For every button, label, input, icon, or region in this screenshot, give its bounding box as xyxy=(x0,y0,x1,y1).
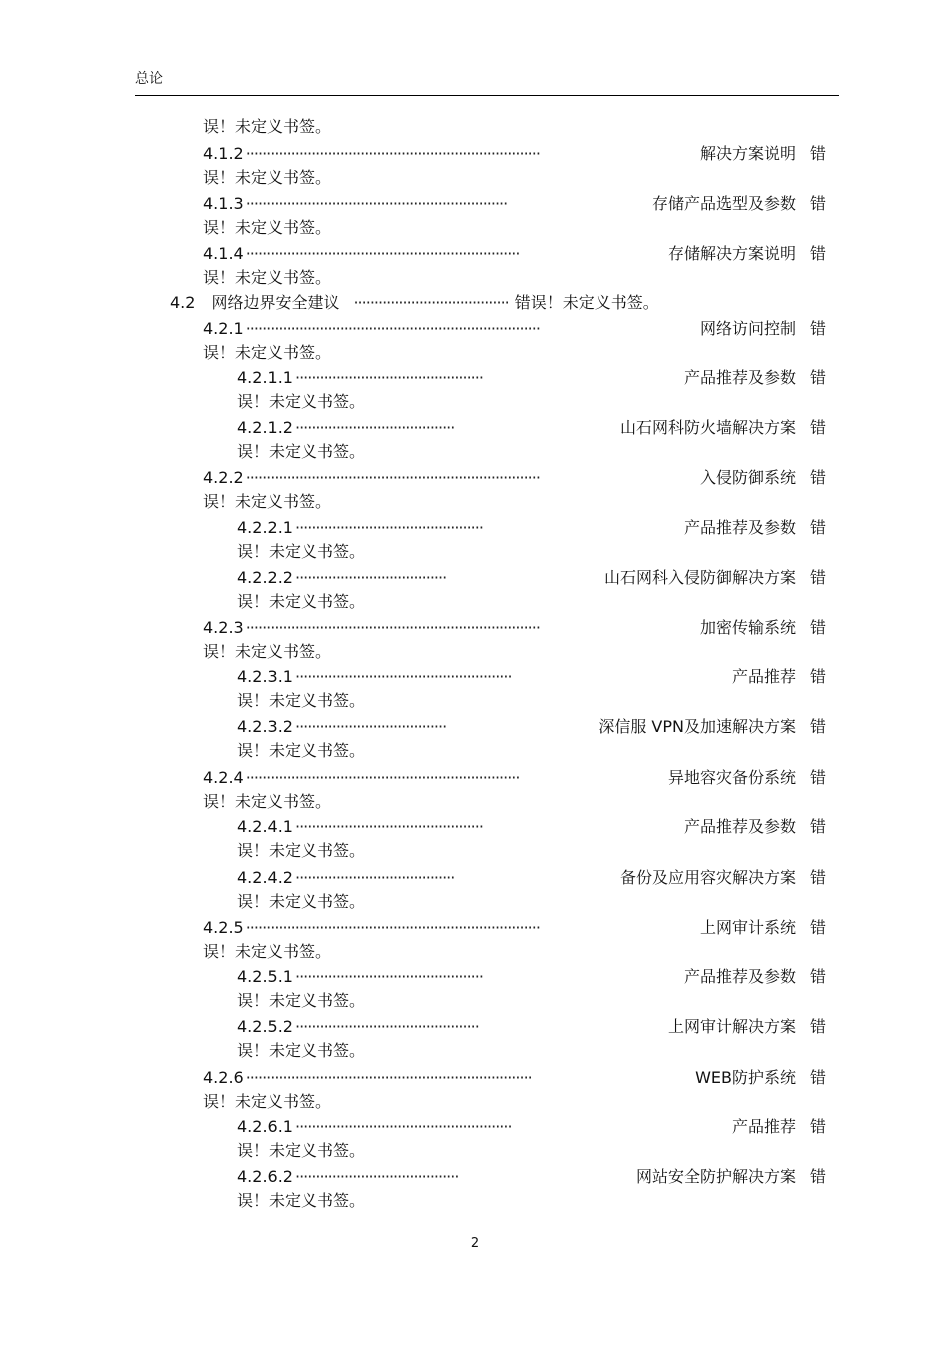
toc-entry-title: 网站安全防护解决方案 xyxy=(635,1167,796,1186)
toc-entry-number: 4.2.1 xyxy=(203,319,244,338)
toc-continuation: 误！未定义书签。 xyxy=(237,592,366,611)
toc-entry-number: 4.2.6 xyxy=(203,1068,244,1087)
toc-error-text: 错 xyxy=(809,1167,826,1186)
toc-entry-number: 4.2.4 xyxy=(203,768,244,787)
toc-error-text: 错 xyxy=(809,667,826,686)
toc-error-text: 错 xyxy=(809,717,826,736)
toc-entry[interactable] xyxy=(237,567,826,589)
toc-leader-dots: ····················································· xyxy=(294,667,512,686)
toc-leader-dots: ········································································ xyxy=(245,319,540,338)
toc-entry-number: 4.2.3 xyxy=(203,618,244,637)
toc-error-text: 错 xyxy=(809,194,826,213)
toc-entry[interactable] xyxy=(237,517,826,539)
toc-continuation: 误！未定义书签。 xyxy=(203,492,332,511)
toc-entry-title: 上网审计解决方案 xyxy=(667,1017,796,1036)
toc-entry[interactable] xyxy=(203,467,826,489)
toc-error-text: 错 xyxy=(809,144,826,163)
toc-continuation: 误！未定义书签。 xyxy=(203,792,332,811)
toc-continuation: 误！未定义书签。 xyxy=(203,117,332,136)
toc-entry[interactable] xyxy=(203,143,826,165)
toc-entry-number: 4.2.5 xyxy=(203,918,244,937)
toc-error-text: 错 xyxy=(809,1068,826,1087)
toc-entry-title: 产品推荐 xyxy=(731,667,796,686)
toc-leader-dots: ········································································ xyxy=(245,468,540,487)
toc-entry-title: 存储解决方案说明 xyxy=(667,244,796,263)
toc-error-text: 错 xyxy=(809,918,826,937)
toc-error-text: 错 xyxy=(809,319,826,338)
toc-leader-dots: ············································· xyxy=(294,1017,479,1036)
toc-error-text: 错 xyxy=(809,868,826,887)
toc-entry-number: 4.2.6.2 xyxy=(237,1167,293,1186)
toc-continuation: 误！未定义书签。 xyxy=(237,841,366,860)
toc-entry-title: 产品推荐及参数 xyxy=(683,518,796,537)
toc-leader-dots: ······································· xyxy=(294,418,455,437)
toc-leader-dots: ·············································· xyxy=(294,368,483,387)
toc-error-text: 错 xyxy=(809,768,826,787)
toc-entry-number: 4.2.2 xyxy=(203,468,244,487)
toc-continuation: 误！未定义书签。 xyxy=(203,218,332,237)
toc-leader-dots: ········································································ xyxy=(245,618,540,637)
toc-entry-title: 存储产品选型及参数 xyxy=(651,194,796,213)
toc-entry-title: 山石网科入侵防御解决方案 xyxy=(603,568,796,587)
toc-entry[interactable] xyxy=(203,193,826,215)
toc-error-text: 错 xyxy=(809,244,826,263)
toc-continuation: 误！未定义书签。 xyxy=(203,1092,332,1111)
toc-entry[interactable] xyxy=(237,966,826,988)
toc-entry-number: 4.2.5.2 xyxy=(237,1017,293,1036)
toc-leader-dots: ······································ xyxy=(353,293,509,312)
toc-leader-dots: ····································· xyxy=(294,717,447,736)
toc-entry-title: 产品推荐及参数 xyxy=(683,817,796,836)
toc-leader-dots: ··································································· xyxy=(245,244,520,263)
toc-error-text: 错 xyxy=(809,568,826,587)
toc-leader-dots: ··································································· xyxy=(245,768,520,787)
toc-leader-dots: ········································ xyxy=(294,1167,459,1186)
toc-error-text: 错 xyxy=(809,967,826,986)
toc-error-text: 错 xyxy=(809,468,826,487)
page-header xyxy=(135,70,839,96)
toc-entry-title: 上网审计系统 xyxy=(699,918,796,937)
toc-entry[interactable] xyxy=(237,816,826,838)
toc-entry[interactable] xyxy=(203,1067,826,1089)
toc-leader-dots: ········································································ xyxy=(245,144,540,163)
toc-leader-dots: ····································· xyxy=(294,568,447,587)
toc-leader-dots: ······································· xyxy=(294,868,455,887)
toc-entry-title: 产品推荐及参数 xyxy=(683,368,796,387)
toc-entry[interactable] xyxy=(170,292,826,314)
toc-leader-dots: ······································································ xyxy=(245,1068,532,1087)
toc-entry-title: 入侵防御系统 xyxy=(699,468,796,487)
toc-leader-dots: ·············································· xyxy=(294,817,483,836)
toc-entry-title: 加密传输系统 xyxy=(699,618,796,637)
toc-entry-title: 备份及应用容灾解决方案 xyxy=(619,868,796,887)
toc-entry-number: 4.2 xyxy=(170,293,196,312)
toc-error-text: 错 xyxy=(809,618,826,637)
toc-entry-number: 4.2.6.1 xyxy=(237,1117,293,1136)
toc-entry[interactable] xyxy=(203,917,826,939)
toc-error-text: 错 xyxy=(809,518,826,537)
page-number: 2 xyxy=(470,1236,480,1251)
toc-entry-number: 4.2.4.1 xyxy=(237,817,293,836)
toc-error-text: 错 xyxy=(809,1017,826,1036)
toc-entry-number: 4.1.2 xyxy=(203,144,244,163)
toc-section-title: 网络边界安全建议 xyxy=(211,293,340,312)
toc-continuation: 误！未定义书签。 xyxy=(203,268,332,287)
toc-continuation: 误！未定义书签。 xyxy=(237,442,366,461)
toc-continuation: 误！未定义书签。 xyxy=(237,991,366,1010)
toc-error-text: 错 xyxy=(809,817,826,836)
toc-leader-dots: ····················································· xyxy=(294,1117,512,1136)
toc-entry-number: 4.1.4 xyxy=(203,244,244,263)
toc-entry-title: 解决方案说明 xyxy=(699,144,796,163)
toc-entry[interactable] xyxy=(237,367,826,389)
toc-entry[interactable] xyxy=(237,1116,826,1138)
toc-entry[interactable] xyxy=(237,1016,826,1038)
toc-entry-number: 4.2.3.1 xyxy=(237,667,293,686)
toc-entry[interactable] xyxy=(203,243,826,265)
toc-entry-number: 4.2.5.1 xyxy=(237,967,293,986)
toc-leader-dots: ········································································ xyxy=(245,918,540,937)
toc-entry[interactable] xyxy=(237,1166,826,1188)
toc-entry-title: 异地容灾备份系统 xyxy=(667,768,796,787)
toc-leader-dots: ·············································· xyxy=(294,518,483,537)
toc-entry-number: 4.1.3 xyxy=(203,194,244,213)
toc-entry[interactable] xyxy=(237,867,826,889)
toc-entry[interactable] xyxy=(203,767,826,789)
toc-leader-dots: ·············································· xyxy=(294,967,483,986)
toc-continuation: 误！未定义书签。 xyxy=(203,642,332,661)
toc-entry-title: 网络访问控制 xyxy=(699,319,796,338)
toc-error-text: 错 xyxy=(809,418,826,437)
toc-entry[interactable] xyxy=(203,318,826,340)
toc-leader-dots: ································································ xyxy=(245,194,508,213)
toc-entry-title: 产品推荐及参数 xyxy=(683,967,796,986)
toc-error-text: 错 xyxy=(809,1117,826,1136)
toc-entry-number: 4.2.2.1 xyxy=(237,518,293,537)
toc-continuation: 误！未定义书签。 xyxy=(237,1191,366,1210)
toc-error-text: 错误！未定义书签。 xyxy=(514,293,659,312)
toc-continuation: 误！未定义书签。 xyxy=(203,168,332,187)
toc-entry[interactable] xyxy=(203,617,826,639)
toc-entry[interactable] xyxy=(237,716,826,738)
toc-continuation: 误！未定义书签。 xyxy=(203,343,332,362)
toc-continuation: 误！未定义书签。 xyxy=(237,1141,366,1160)
toc-entry-number: 4.2.3.2 xyxy=(237,717,293,736)
toc-entry-title: 深信服 VPN及加速解决方案 xyxy=(598,717,796,736)
toc-continuation: 误！未定义书签。 xyxy=(203,942,332,961)
toc-entry-number: 4.2.1.2 xyxy=(237,418,293,437)
toc-entry[interactable] xyxy=(237,666,826,688)
toc-entry-number: 4.2.1.1 xyxy=(237,368,293,387)
toc-continuation: 误！未定义书签。 xyxy=(237,392,366,411)
toc-entry-title: 山石网科防火墙解决方案 xyxy=(619,418,796,437)
toc-continuation: 误！未定义书签。 xyxy=(237,691,366,710)
toc-entry-title: 产品推荐 xyxy=(731,1117,796,1136)
toc-entry-number: 4.2.4.2 xyxy=(237,868,293,887)
toc-entry[interactable] xyxy=(237,417,826,439)
toc-continuation: 误！未定义书签。 xyxy=(237,892,366,911)
toc-entry-title: WEB防护系统 xyxy=(695,1068,796,1087)
toc-continuation: 误！未定义书签。 xyxy=(237,1041,366,1060)
toc-entry-number: 4.2.2.2 xyxy=(237,568,293,587)
toc-continuation: 误！未定义书签。 xyxy=(237,542,366,561)
toc-error-text: 错 xyxy=(809,368,826,387)
toc-continuation: 误！未定义书签。 xyxy=(237,741,366,760)
header-title: 总论 xyxy=(135,71,163,87)
